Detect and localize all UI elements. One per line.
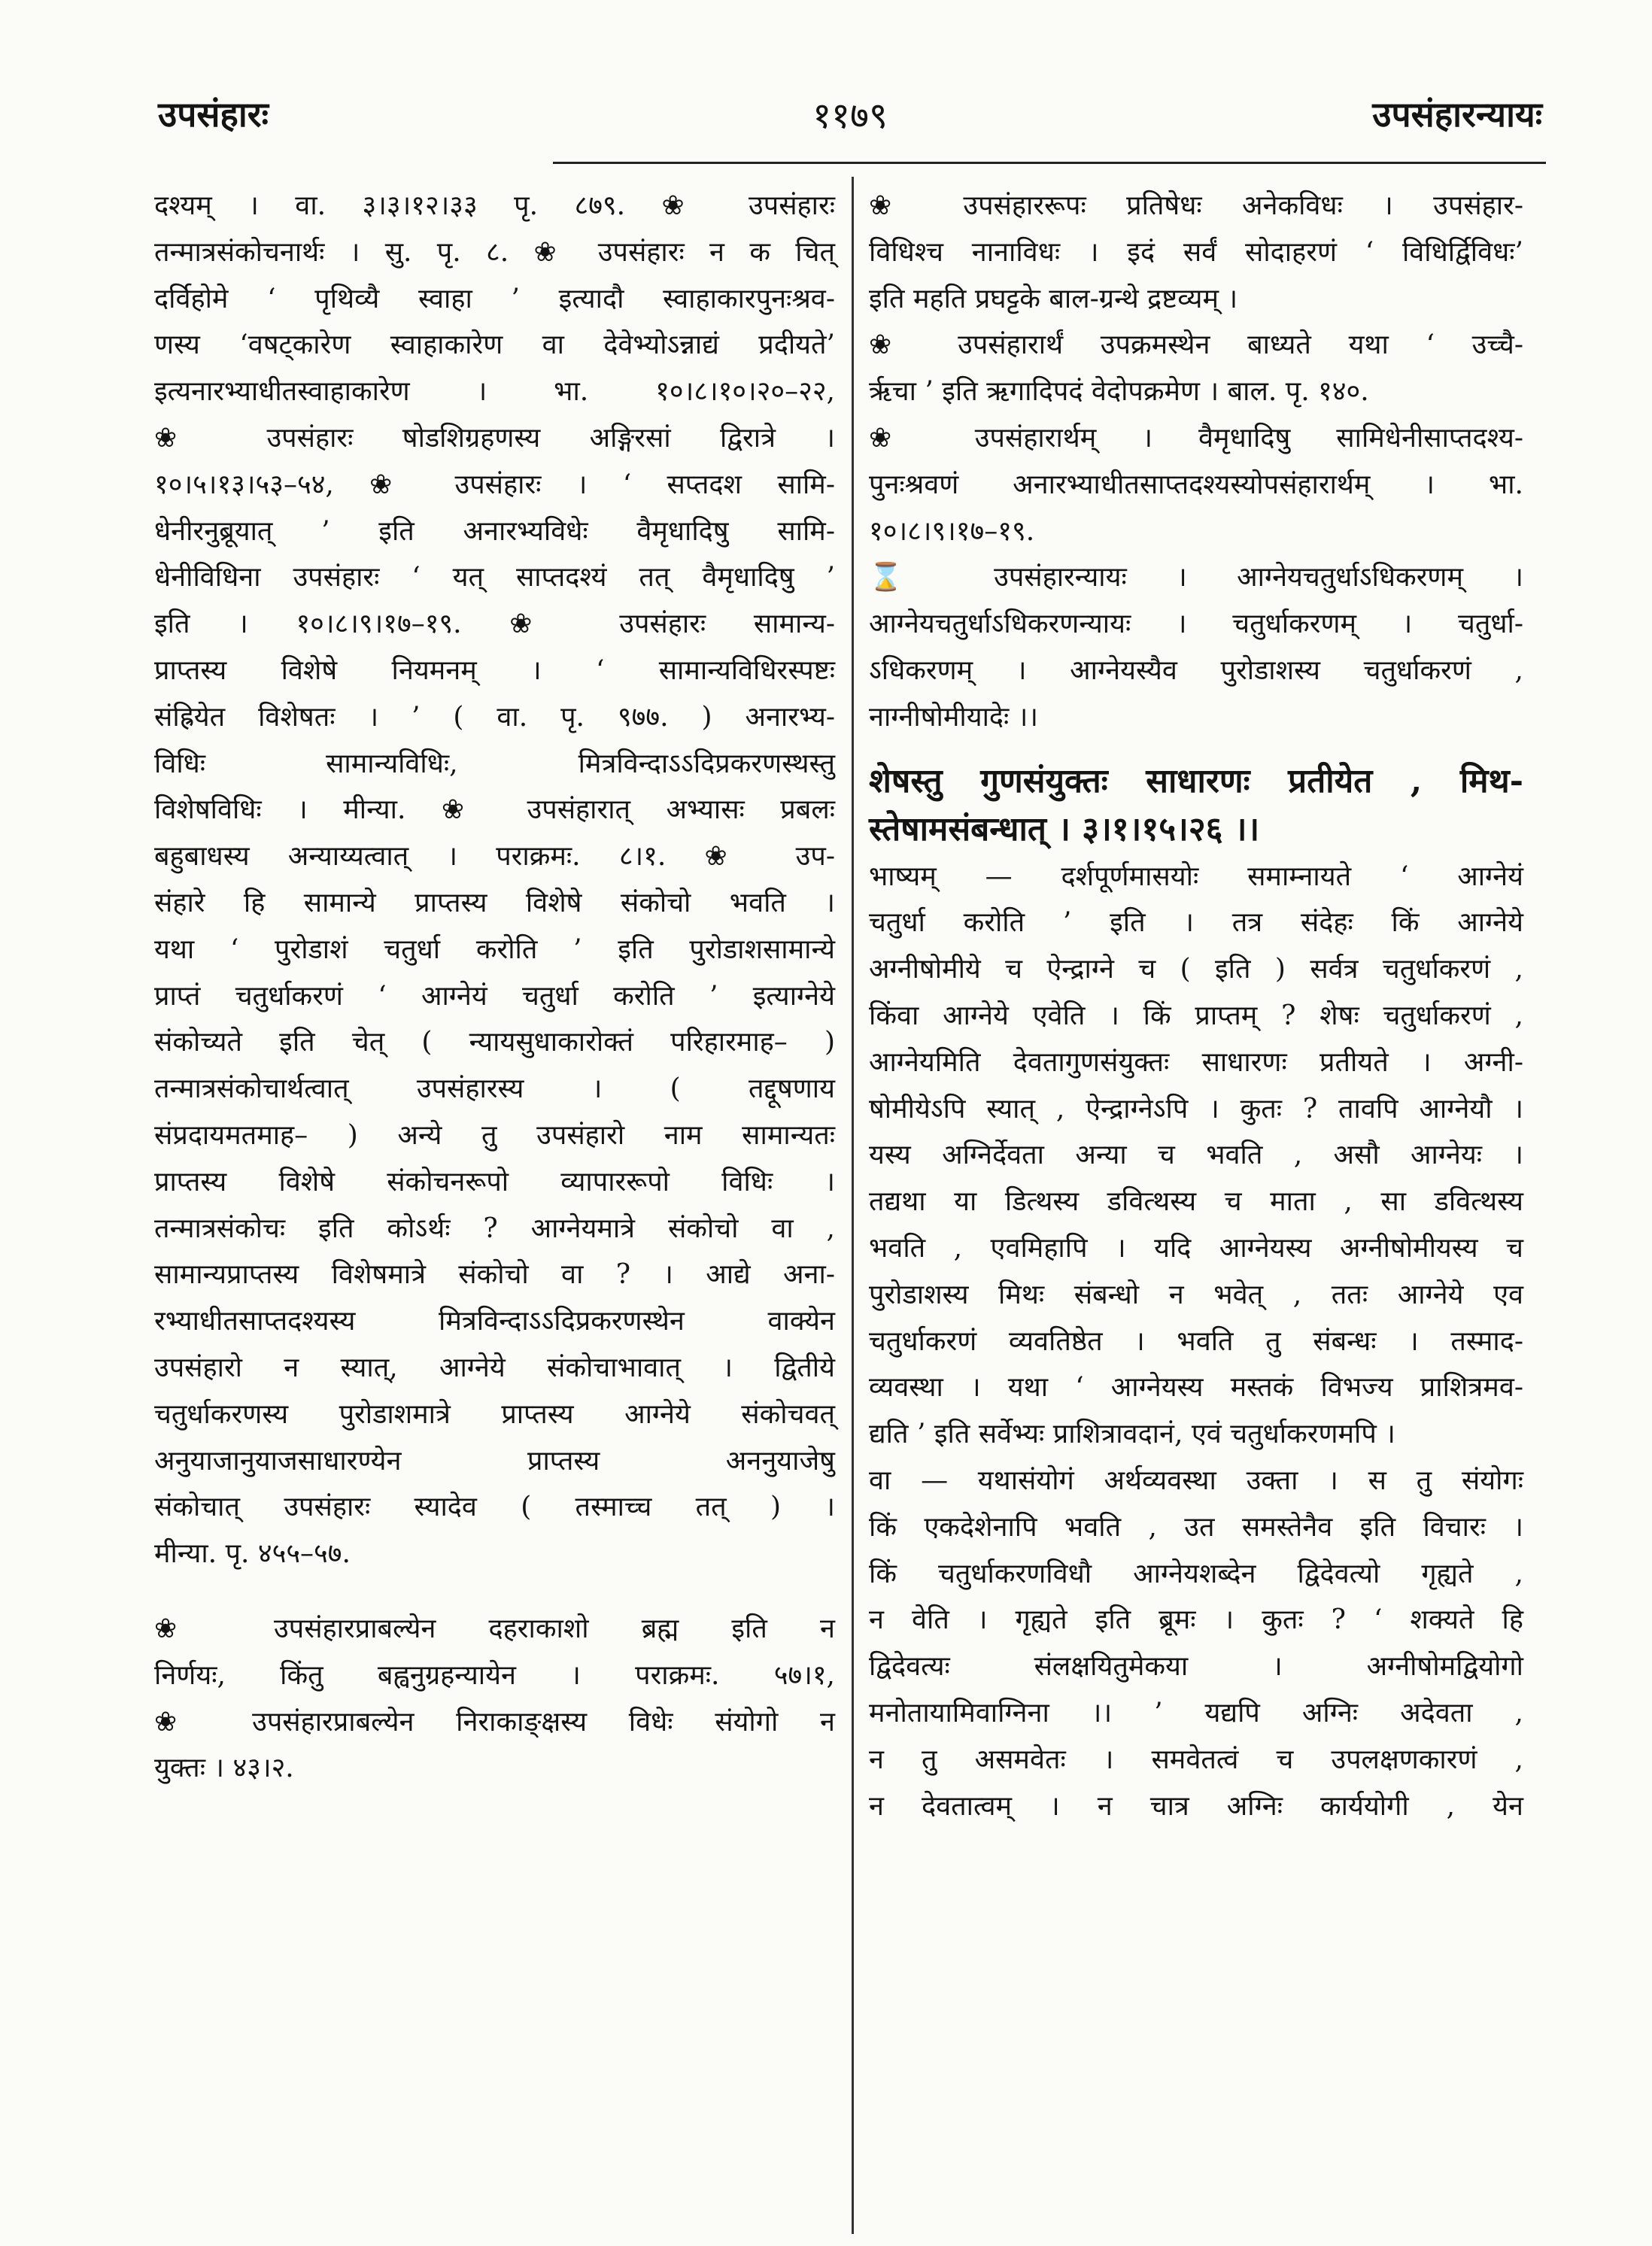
text-line: संह्रियेत विशेषतः । ’ ( वा. पृ. ९७७. ) अनारभ्य-: [154, 701, 835, 733]
text-line: संकोचात् उपसंहारः स्यादेव ( तस्माच्च तत् ) ।: [154, 1492, 835, 1523]
text-line: चतुर्धाकरणं व्यवतिष्ठेत । भवति तु संबन्धः । तस्माद-: [869, 1325, 1523, 1357]
text-line: ❀ उपसंहाररूपः प्रतिषेधः अनेकविधः । उपसंहार-: [869, 190, 1523, 221]
text-line: तन्मात्रसंकोचः इति कोऽर्थः ? आग्नेयमात्रे संकोचो वा ,: [154, 1213, 835, 1244]
text-line: अग्नीषोमीये च ऐन्द्राग्ने च ( इति ) सर्वत्र चतुर्धाकरणं ,: [869, 954, 1523, 985]
text-line: र्ऋचा ’ इति ऋगादिपदं वेदोपक्रमेण । बाल. पृ. १४०.: [869, 376, 1369, 408]
text-line: दश्यम् । वा. ३।३।१२।३३ पृ. ८७९. ❀ उपसंहारः: [154, 190, 835, 221]
text-line: अनुयाजानुयाजसाधारण्येन प्राप्तस्य अननुयाजेषु: [154, 1445, 835, 1477]
left-column: [154, 183, 835, 1792]
text-line: विधिश्च नानाविधः । इदं सर्वं सोदाहरणं ‘ विधिर्द्विविधः’: [869, 236, 1523, 268]
text-line: तन्मात्रसंकोचनार्थः । सु. पृ. ८. ❀ उपसंहारः न क चित्: [154, 236, 835, 268]
text-line: न तु असमवेतः । समवेतत्वं च उपलक्षणकारणं ,: [869, 1744, 1523, 1775]
text-line: संप्रदायमतमाह– ) अन्ये तु उपसंहारो नाम सामान्यतः: [154, 1119, 835, 1151]
text-line: द्विदेवत्यः संलक्षयितुमेकया । अग्नीषोमद्वियोगो: [869, 1651, 1523, 1683]
column-divider: [852, 177, 854, 2234]
text-line: १०।८।९।१७–१९.: [869, 515, 1035, 547]
header-rule: [553, 162, 1546, 164]
page-number: ११७९: [812, 95, 888, 137]
text-line: ❀ उपसंहारप्राबल्येन निराकाङ्क्षस्य विधेः संयोगो न: [154, 1706, 835, 1738]
header-right-title: उपसंहारन्यायः: [1372, 94, 1542, 135]
text-line: आग्नेयचतुर्धाऽधिकरणन्यायः । चतुर्धाकरणम् । चतुर्धा-: [869, 609, 1523, 640]
text-line: षोमीयेऽपि स्यात् , ऐन्द्राग्नेऽपि । कुतः ? तावपि आग्नेयौ ।: [869, 1093, 1523, 1125]
text-line: इति महति प्रघट्टके बाल-ग्रन्थे द्रष्टव्यम् ।: [869, 283, 1238, 314]
text-line: धेनीरनुब्रूयात् ’ इति अनारभ्यविधेः वैमृधादिषु सामि-: [154, 515, 835, 547]
text-line: न देवतात्वम् । न चात्र अग्निः कार्ययोगी , येन: [869, 1790, 1523, 1822]
text-line: किंवा आग्नेये एवेति । किं प्राप्तम् ? शेषः चतुर्धाकरणं ,: [869, 1000, 1523, 1031]
text-line: दर्विहोमे ‘ पृथिव्यै स्वाहा ’ इत्यादौ स्वाहाकारपुनःश्रव-: [154, 283, 835, 314]
text-line: ⌛ उपसंहारन्यायः । आग्नेयचतुर्धाऽधिकरणम् ।: [869, 562, 1523, 593]
text-line: उपसंहारो न स्यात्, आग्नेये संकोचाभावात् । द्वितीये: [154, 1352, 835, 1383]
text-line: नाग्नीषोमीयादेः ।।: [869, 701, 1039, 733]
text-line: १०।५।१३।५३–५४, ❀ उपसंहारः । ‘ सप्तदश सामि-: [154, 469, 835, 500]
text-line: निर्णयः, किंतु बह्वनुग्रहन्यायेन । पराक्रमः. ५७।१,: [154, 1659, 835, 1691]
text-line: न वेति । गृह्यते इति ब्रूमः । कुतः ? ‘ शक्यते हि: [869, 1604, 1523, 1636]
text-line: इत्यनारभ्याधीतस्वाहाकारेण । भा. १०।८।१०।२०–२२,: [154, 376, 835, 408]
text-line: ❀ उपसंहारप्राबल्येन दहराकाशो ब्रह्म इति न: [154, 1613, 835, 1644]
text-line: तद्यथा या डित्थस्य डवित्थस्य च माता , सा डवित्थस्य: [869, 1186, 1523, 1218]
text-line: सामान्यप्राप्तस्य विशेषमात्रे संकोचो वा ? । आद्ये अना-: [154, 1259, 835, 1291]
text-line: मनोतायामिवाग्निना ।। ’ यद्यपि अग्निः अदेवता ,: [869, 1697, 1523, 1729]
text-line: रभ्याधीतसाप्तदश्यस्य मित्रविन्दाऽऽदिप्रकरणस्थेन वाक्येन: [154, 1306, 835, 1337]
text-line: चतुर्धाकरणस्य पुरोडाशमात्रे प्राप्तस्य आग्नेये संकोचवत्: [154, 1398, 835, 1430]
right-column: [869, 183, 1523, 1829]
text-line: द्यति ’ इति सर्वेभ्यः प्राशित्रावदानं, एवं चतुर्धाकरणमपि ।: [869, 1419, 1395, 1450]
text-line: किं चतुर्धाकरणविधौ आग्नेयशब्देन द्विदेवत्यो गृह्यते ,: [869, 1558, 1523, 1589]
text-line: तन्मात्रसंकोचार्थत्वात् उपसंहारस्य । ( तद्दूषणाय: [154, 1073, 835, 1105]
text-line: भवति , एवमिहापि । यदि आग्नेयस्य अग्नीषोमीयस्य च: [869, 1232, 1523, 1264]
text-line: व्यवस्था । यथा ‘ आग्नेयस्य मस्तकं विभज्य प्राशित्रमव-: [869, 1372, 1523, 1404]
text-line: बहुबाधस्य अन्याय्यत्वात् । पराक्रमः. ८।१. ❀ उप-: [154, 841, 835, 873]
text-line: आग्नेयमिति देवतागुणसंयुक्तः साधारणः प्रतीयते । अग्नी-: [869, 1046, 1523, 1078]
text-line: ऽधिकरणम् । आग्नेयस्यैव पुरोडाशस्य चतुर्धाकरणं ,: [869, 654, 1523, 686]
sutra-line: स्तेषामसंबन्धात् । ३।१।१५।२६ ।।: [869, 809, 1260, 848]
text-line: ❀ उपसंहारः षोडशिग्रहणस्य अङ्गिरसां द्विरात्रे ।: [154, 422, 835, 454]
text-line: यस्य अग्निर्देवता अन्या च भवति , असौ आग्नेयः ।: [869, 1140, 1523, 1171]
text-line: भाष्यम् — दर्शपूर्णमासयोः समाम्नायते ‘ आग्नेयं: [869, 860, 1523, 892]
text-line: पुनःश्रवणं अनारभ्याधीतसाप्तदश्यस्योपसंहारार्थम् । भा.: [869, 469, 1523, 500]
text-line: प्राप्तस्य विशेषे नियमनम् । ‘ सामान्यविधिरस्पष्टः: [154, 654, 835, 686]
text-line: किं एकदेशेनापि भवति , उत समस्तेनैव इति विचारः ।: [869, 1511, 1523, 1543]
text-line: णस्य ‘वषट्कारेण स्वाहाकारेण वा देवेभ्योऽन्नाद्यं प्रदीयते’: [154, 329, 835, 361]
text-line: संकोच्यते इति चेत् ( न्यायसुधाकारोक्तं परिहारमाह– ): [154, 1027, 835, 1058]
text-line: पुरोडाशस्य मिथः संबन्धो न भवेत् , ततः आग्नेये एव: [869, 1279, 1523, 1310]
text-line: ❀ उपसंहारार्थं उपक्रमस्थेन बाध्यते यथा ‘ उच्चै-: [869, 329, 1523, 361]
header-left-title: उपसंहारः: [158, 94, 269, 135]
text-line: प्राप्तस्य विशेषे संकोचनरूपो व्यापाररूपो विधिः ।: [154, 1166, 835, 1197]
text-line: युक्तः । ४३।२.: [154, 1753, 294, 1784]
text-line: धेनीविधिना उपसंहारः ‘ यत् साप्तदश्यं तत् वैमृधादिषु ’: [154, 562, 835, 593]
text-line: विशेषविधिः । मीन्या. ❀ उपसंहारात् अभ्यासः प्रबलः: [154, 794, 835, 826]
sutra-line: शेषस्तु गुणसंयुक्तः साधारणः प्रतीयेत , मिथ-: [869, 761, 1523, 800]
text-line: संहारे हि सामान्ये प्राप्तस्य विशेषे संकोचो भवति ।: [154, 887, 835, 918]
text-line: इति । १०।८।९।१७–१९. ❀ उपसंहारः सामान्य-: [154, 609, 835, 640]
text-line: यथा ‘ पुरोडाशं चतुर्धा करोति ’ इति पुरोडाशसामान्ये: [154, 933, 835, 965]
text-line: ❀ उपसंहारार्थम् । वैमृधादिषु सामिधेनीसाप्तदश्य-: [869, 422, 1523, 454]
text-line: विधिः सामान्यविधिः, मित्रविन्दाऽऽदिप्रकरणस्थस्तु: [154, 748, 835, 779]
text-line: वा — यथासंयोगं अर्थव्यवस्था उक्ता । स तु संयोगः: [869, 1464, 1523, 1496]
text-line: प्राप्तं चतुर्धाकरणं ‘ आग्नेयं चतुर्धा करोति ’ इत्याग्नेये: [154, 980, 835, 1012]
page-header: [158, 90, 1542, 150]
text-line: मीन्या. पृ. ४५५–५७.: [154, 1538, 351, 1570]
text-line: चतुर्धा करोति ’ इति । तत्र संदेहः किं आग्नेये: [869, 907, 1523, 939]
